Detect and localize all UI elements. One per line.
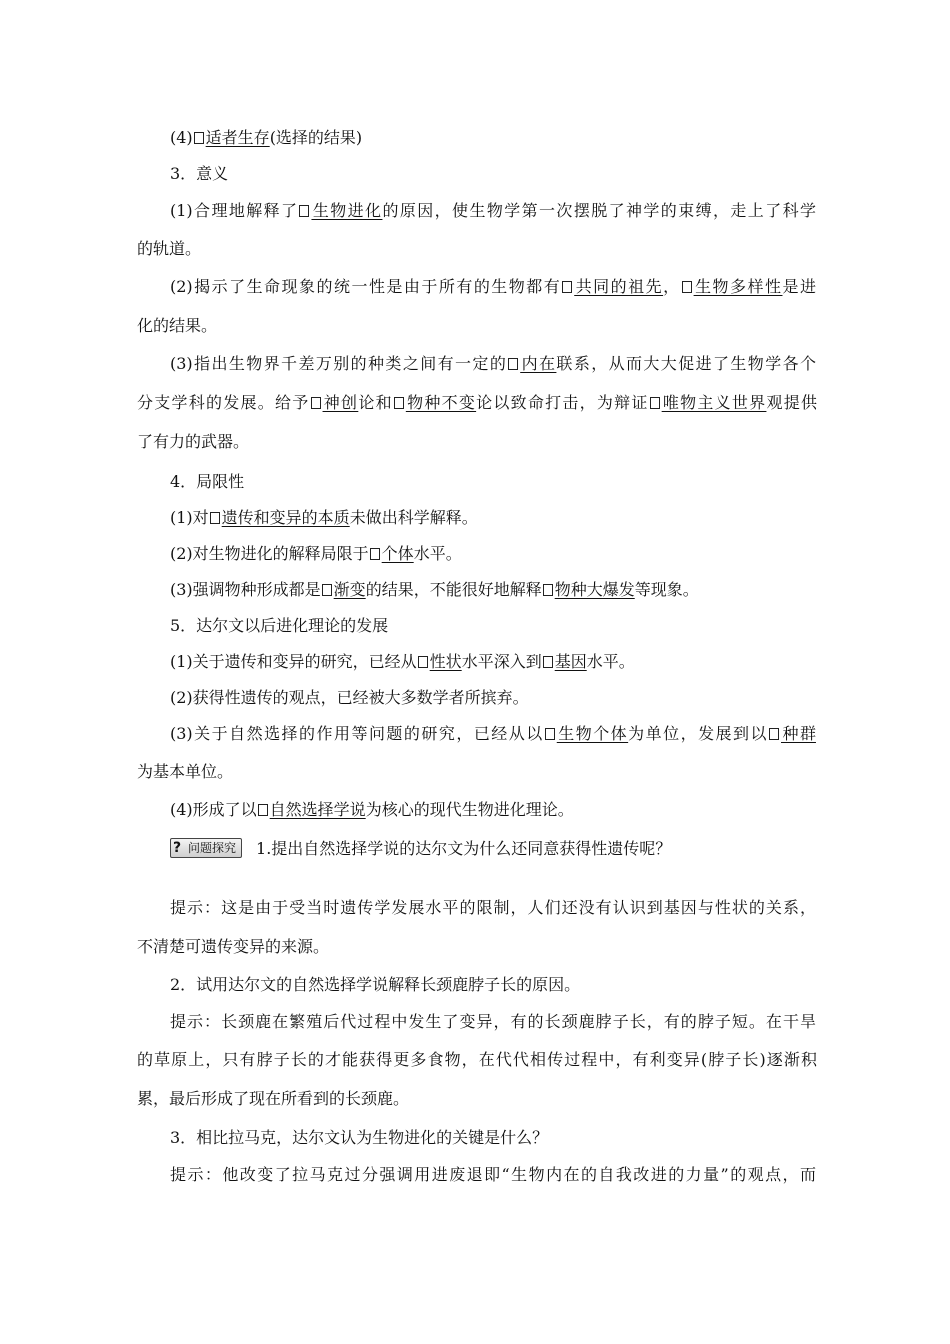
- inquiry-question-1: [170, 838, 816, 859]
- question-mark-icon: ?: [173, 840, 182, 856]
- text: 观提供: [766, 393, 817, 412]
- answer-hint-line: 累，最后形成了现在所看到的长颈鹿。: [137, 1089, 410, 1108]
- answer: 渐变: [333, 580, 366, 599]
- section-heading: 3．意义: [170, 164, 229, 183]
- text-line: [170, 128, 816, 148]
- text: (1)对: [170, 508, 209, 527]
- blank-box-icon: [682, 281, 692, 293]
- text: 水平。: [413, 544, 462, 563]
- text: 水平深入到: [461, 652, 542, 671]
- answer: 个体: [381, 544, 414, 563]
- text-line: [170, 201, 816, 221]
- text-line: 为基本单位。: [137, 762, 234, 781]
- text-line: [170, 354, 816, 374]
- text: 的原因，使生物学第一次摆脱了神学的束缚，走上了科学: [382, 201, 816, 220]
- text-line: [170, 508, 816, 528]
- answer: 唯物主义世界: [661, 393, 767, 412]
- blank-box-icon: [545, 728, 555, 740]
- answer: 生物进化: [311, 201, 383, 220]
- text: 论和: [358, 393, 393, 412]
- answer: 适者生存: [205, 128, 270, 147]
- text: 为核心的现代生物进化理论。: [365, 800, 574, 819]
- blank-box-icon: [394, 397, 404, 409]
- inquiry-question-3: 3．相比拉马克，达尔文认为生物进化的关键是什么？: [170, 1128, 549, 1147]
- section-heading: 4．局限性: [170, 472, 245, 491]
- text: (1)合理地解释了: [170, 201, 299, 220]
- answer-hint-line: 提示：长颈鹿在繁殖后代过程中发生了变异，有的长颈鹿脖子长，有的脖子短。在干旱: [170, 1012, 816, 1031]
- answer: 自然选择学说: [269, 800, 366, 819]
- text-line: 的轨道。: [137, 239, 202, 258]
- blank-box-icon: [311, 397, 321, 409]
- answer: 内在: [520, 354, 557, 373]
- text: 联系，从而大大促进了生物学各个: [556, 354, 816, 373]
- text: (3)关于自然选择的作用等问题的研究，已经从以: [170, 724, 544, 743]
- text: 为单位，发展到以: [628, 724, 768, 743]
- answer: 神创: [322, 393, 359, 412]
- section-heading: 5．达尔文以后进化理论的发展: [170, 616, 389, 635]
- blank-box-icon: [508, 358, 518, 370]
- blank-box-icon: [258, 804, 268, 816]
- answer: 共同的祖先: [574, 277, 664, 296]
- blank-box-icon: [769, 728, 779, 740]
- answer-hint-line: 提示：他改变了拉马克过分强调用进废退即“生物内在的自我改进的力量”的观点，而: [170, 1165, 816, 1184]
- inquiry-badge: [170, 838, 242, 858]
- question-text: 1.提出自然选择学说的达尔文为什么还同意获得性遗传呢？: [256, 839, 672, 858]
- text-line: 了有力的武器。: [137, 432, 250, 451]
- answer: 物种不变: [405, 393, 477, 412]
- text: (1)关于遗传和变异的研究，已经从: [170, 652, 417, 671]
- text-line: [170, 800, 816, 820]
- answer: 性状: [429, 652, 462, 671]
- text: 分支学科的发展。给予: [137, 393, 310, 412]
- badge-label: 问题探究: [188, 841, 237, 855]
- blank-box-icon: [418, 656, 428, 668]
- text: 的结果，不能很好地解释: [365, 580, 542, 599]
- text-line: [170, 277, 816, 297]
- blank-box-icon: [543, 656, 553, 668]
- text: 未做出科学解释。: [349, 508, 478, 527]
- text: (3)强调物种形成都是: [170, 580, 321, 599]
- blank-box-icon: [650, 397, 660, 409]
- text: (2)对生物进化的解释局限于: [170, 544, 369, 563]
- text: 论以致命打击，为辩证: [476, 393, 649, 412]
- answer: 生物个体: [556, 724, 629, 743]
- text-line: 化的结果。: [137, 316, 218, 335]
- text: 水平。: [586, 652, 635, 671]
- text: (4): [170, 128, 193, 147]
- blank-box-icon: [210, 512, 220, 524]
- text: (2)揭示了生命现象的统一性是由于所有的生物都有: [170, 277, 562, 296]
- blank-box-icon: [562, 281, 572, 293]
- blank-box-icon: [194, 132, 204, 144]
- text: (4)形成了以: [170, 800, 257, 819]
- blank-box-icon: [322, 584, 332, 596]
- answer: 生物多样性: [693, 277, 783, 296]
- text-line: [170, 580, 816, 600]
- answer: 遗传和变异的本质: [221, 508, 350, 527]
- text: (选择的结果): [269, 128, 363, 147]
- text-line: [170, 544, 816, 564]
- inquiry-question-2: 2．试用达尔文的自然选择学说解释长颈鹿脖子长的原因。: [170, 975, 581, 994]
- blank-box-icon: [299, 205, 309, 217]
- answer-hint-line: 不清楚可遗传变异的来源。: [137, 937, 330, 956]
- blank-box-icon: [370, 548, 380, 560]
- text: 是进: [782, 277, 816, 296]
- blank-box-icon: [543, 584, 553, 596]
- text-line: (2)获得性遗传的观点，已经被大多数学者所摈弃。: [170, 688, 529, 707]
- text-line: [137, 393, 817, 413]
- answer: 物种大爆发: [554, 580, 635, 599]
- text: (3)指出生物界千差万别的种类之间有一定的: [170, 354, 508, 373]
- text-line: [170, 724, 816, 744]
- text: ，: [663, 277, 681, 296]
- answer-hint-line: 提示：这是由于受当时遗传学发展水平的限制，人们还没有认识到基因与性状的关系，: [170, 898, 816, 917]
- text: 等现象。: [634, 580, 699, 599]
- answer: 种群: [781, 724, 816, 743]
- text-line: [170, 652, 816, 672]
- answer-hint-line: 的草原上，只有脖子长的才能获得更多食物，在代代相传过程中，有利变异(脖子长)逐渐积: [137, 1050, 817, 1069]
- answer: 基因: [554, 652, 587, 671]
